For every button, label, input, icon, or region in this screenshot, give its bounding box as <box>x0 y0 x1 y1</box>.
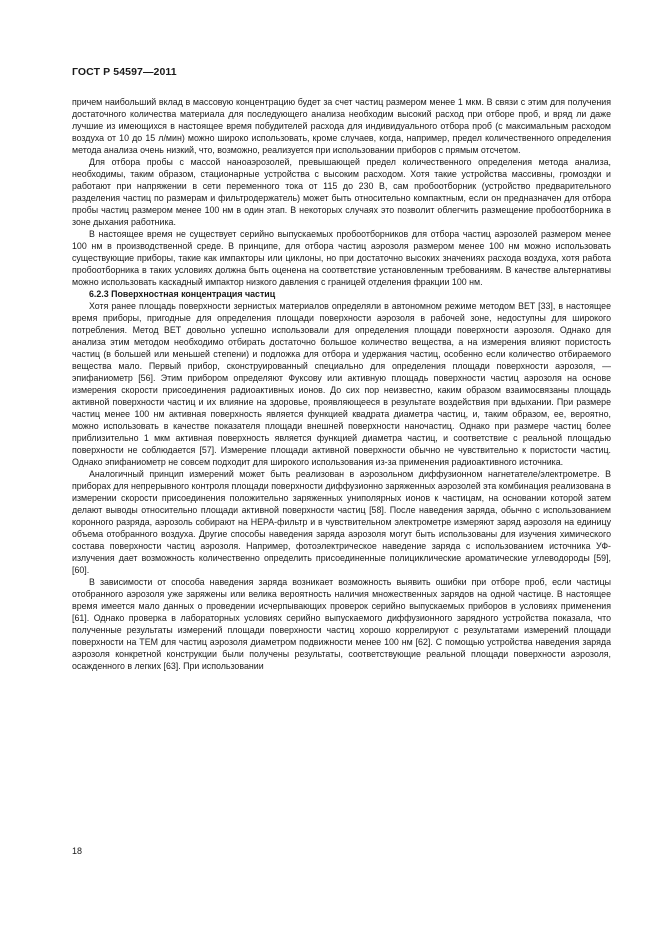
paragraph-6: В зависимости от способа наведения заряда возникает возможность выявить ошибки при отборе проб, если частицы отобранного аэрозоля уже заряжены или велика вероятность наличия множественных зарядов на одной частице. В настоящее время имеется мало данных о проведении исчерпывающих проверок серийно выпускаемых приборов в условиях применения [61]. Однако проверка в лабораторных условиях серийно выпускаемого диффузионного зарядного устройства показала, что полученные результаты измерений площади поверхности частиц хорошо коррелируют с результатами измерений площади поверхности на ТЕМ для частиц аэрозоля диаметром подвижности менее 100 нм [62]. С помощью устройства наведения заряда аэрозоля конкретной конструкции были получены результаты, соответствующие реальной площади поверхности аэрозоля, осажденного в легких [63]. При использовании <box>72 577 611 671</box>
paragraph-2: Для отбора пробы с массой наноаэрозолей, превышающей предел количественного определения метода анализа, необходимы, таким образом, стационарные устройства с высоким расходом. Хотя такие устройства массивны, громоздки и работают при напряжении в сети переменного тока от 115 до 230 В, сам пробоотборник (устройство предварительного разделения частиц по размерам и фильтродержатель) может быть относительно компактным, если он предназначен для отбора пробы частиц размером менее 100 нм в один этап. В некоторых случаях это позволит облегчить размещение пробоотборника в зоне дыхания работника. <box>72 157 611 227</box>
standard-number-header: ГОСТ Р 54597—2011 <box>72 66 177 78</box>
paragraph-1: причем наибольший вклад в массовую концентрацию будет за счет частиц размером менее 1 мкм. В связи с этим для получения достаточного количества материала для последующего анализа необходим высокий расход при отборе проб, и вряд ли даже лучшие из имеющихся в настоящее время побудителей расхода для индивидуального отбора проб (с максимальным расходом воздуха от 10 до 15 л/мин) можно широко использовать, кроме случаев, когда, например, предел количественного определения метода анализа очень низкий, что, возможно, реализуется при использовании приборов с прямым отсчетом. <box>72 97 611 155</box>
paragraph-5: Аналогичный принцип измерений может быть реализован в аэрозольном диффузионном нагнетателе/электрометре. В приборах для непрерывного контроля площади поверхности диффузионно заряженных аэрозолей эта комбинация реализована в измерении скорости присоединения положительно заряженных униполярных ионов к частицам, на основании которой затем делают выводы относительно площади активной поверхности частиц [58]. После наведения заряда, обычно с использованием коронного разряда, аэрозоль собирают на НЕРА-фильтр и в чувствительном электрометре измеряют заряд аэрозоля на единицу объема отобранного воздуха. Другие способы наведения заряда аэрозоля могут быть использованы для изучения химического состава поверхности частиц аэрозоля. Например, фотоэлектрическое наведение заряда с использованием источника УФ-излучения дает возможность количественно определить присоединенные полициклические ароматические углеводороды [59], [60]. <box>72 469 611 575</box>
paragraph-4: Хотя ранее площадь поверхности зернистых материалов определяли в автономном режиме методом BET [33], в настоящее время приборы, пригодные для определения площади поверхности аэрозоля в рабочей зоне, недоступны для широкого потребления. Метод BET довольно успешно использовали для определения площади поверхности аэрозоля. Однако для анализа этим методом необходимо отбирать достаточно большое количество вещества, а на измерения влияют пористость частиц (в большей или меньшей степени) и подложка для отбора и удержания частиц, особенно если количество отбираемого вещества мало. Первый прибор, сконструированный специально для определения площади поверхности аэрозоля, — эпифаниометр [56]. Этим прибором определяют Фуксову или активную площадь поверхности частиц аэрозоля на основе измерения скорости присоединения радиоактивных ионов. До сих пор неизвестно, каким образом взаимосвязаны площадь активной поверхности частиц и их влияние на здоровье, проявляющееся в результате воздействия при вдыхании. При размере частиц менее 100 нм активная поверхность является функцией квадрата диаметра частиц, и, таким образом, ее, вероятно, можно использовать в качестве показателя площади внешней поверхности наночастиц. Однако при размере частиц более приблизительно 1 мкм активная поверхность является функцией диаметра частиц, и соответствие с реальной площадью поверхности не соблюдается [57]. Измерение площади активной поверхности обычно не чувствительно к пористости частиц. Однако эпифаниометр не совсем подходит для широкого использования из-за применения радиоактивного источника. <box>72 301 611 467</box>
page-number: 18 <box>72 846 83 856</box>
paragraph-3: В настоящее время не существует серийно выпускаемых пробоотборников для отбора частиц аэрозолей размером менее 100 нм в производственной среде. В принципе, для отбора частиц аэрозоля размером менее 100 нм можно использовать существующие приборы, такие как импакторы или циклоны, но при достаточно высоких значениях расхода воздуха, хотя работа пробоотборника в таких условиях должна быть оценена на соответствие установленным требованиям. В качестве альтернативы можно использовать каскадный импактор низкого давления с границей отделения фракции 100 нм. <box>72 229 611 287</box>
document-body <box>72 96 611 672</box>
section-heading: 6.2.3 Поверхностная концентрация частиц <box>89 289 276 299</box>
